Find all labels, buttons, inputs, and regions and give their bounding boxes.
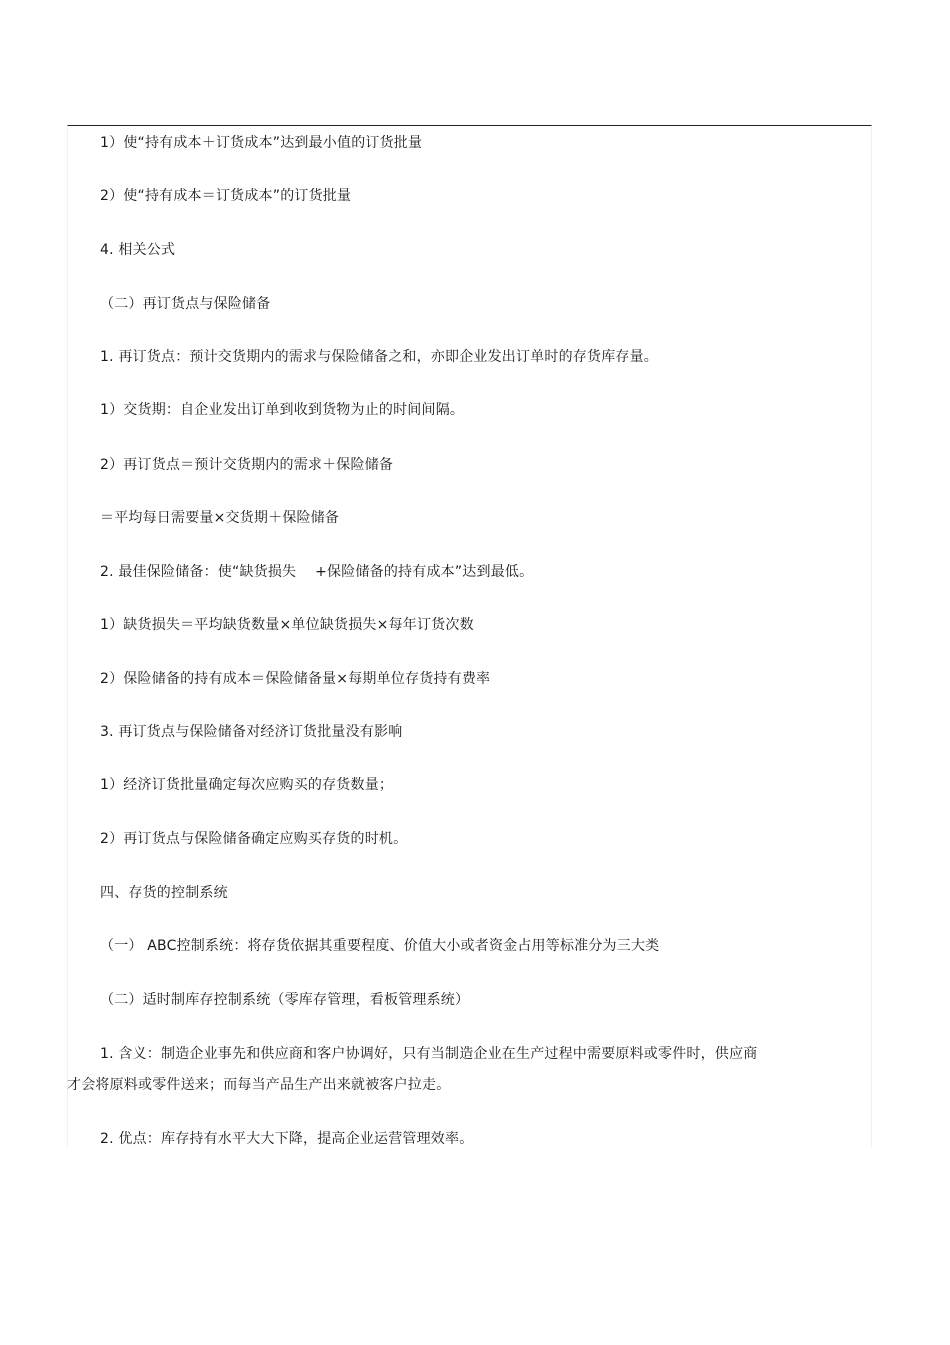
text-line: 1）交货期：自企业发出订单到收到货物为止的时间间隔。	[100, 402, 465, 418]
text-line: 2）保险储备的持有成本＝保险储备量×每期单位存货持有费率	[100, 671, 491, 687]
text-line: 2）再订货点＝预计交货期内的需求＋保险储备	[100, 457, 394, 473]
section-heading: （二）再订货点与保险储备	[100, 296, 271, 312]
text-line: 2）使“持有成本＝订货成本”的订货批量	[100, 188, 352, 204]
text-line: 1. 含义：制造企业事先和供应商和客户协调好，只有当制造企业在生产过程中需要原料或零件时，供应商	[100, 1046, 758, 1062]
text-line: 3. 再订货点与保险储备对经济订货批量没有影响	[100, 724, 403, 740]
text-line: （一） ABC控制系统：将存货依据其重要程度、价值大小或者资金占用等标准分为三大类	[100, 938, 660, 954]
text-line: 2）再订货点与保险储备确定应购买存货的时机。	[100, 831, 408, 847]
text-line: 1）缺货损失＝平均缺货数量×单位缺货损失×每年订货次数	[100, 617, 474, 633]
section-heading: 四、存货的控制系统	[100, 885, 228, 901]
text-line: 1. 再订货点：预计交货期内的需求与保险储备之和，亦即企业发出订单时的存货库存量。	[100, 349, 659, 365]
section-heading: 4. 相关公式	[100, 242, 176, 258]
text-line-continuation: 才会将原料或零件送来；而每当产品生产出来就被客户拉走。	[67, 1077, 451, 1093]
text-line: 2. 最佳保险储备：使“缺货损失 +保险储备的持有成本”达到最低。	[100, 564, 534, 580]
text-line: 1）经济订货批量确定每次应购买的存货数量；	[100, 777, 394, 793]
section-heading: （二）适时制库存控制系统（零库存管理，看板管理系统）	[100, 992, 470, 1008]
text-line: 1）使“持有成本＋订货成本”达到最小值的订货批量	[100, 135, 423, 151]
text-line: ＝平均每日需要量×交货期＋保险储备	[100, 510, 340, 526]
text-line: 2. 优点：库存持有水平大大下降，提高企业运营管理效率。	[100, 1131, 474, 1147]
